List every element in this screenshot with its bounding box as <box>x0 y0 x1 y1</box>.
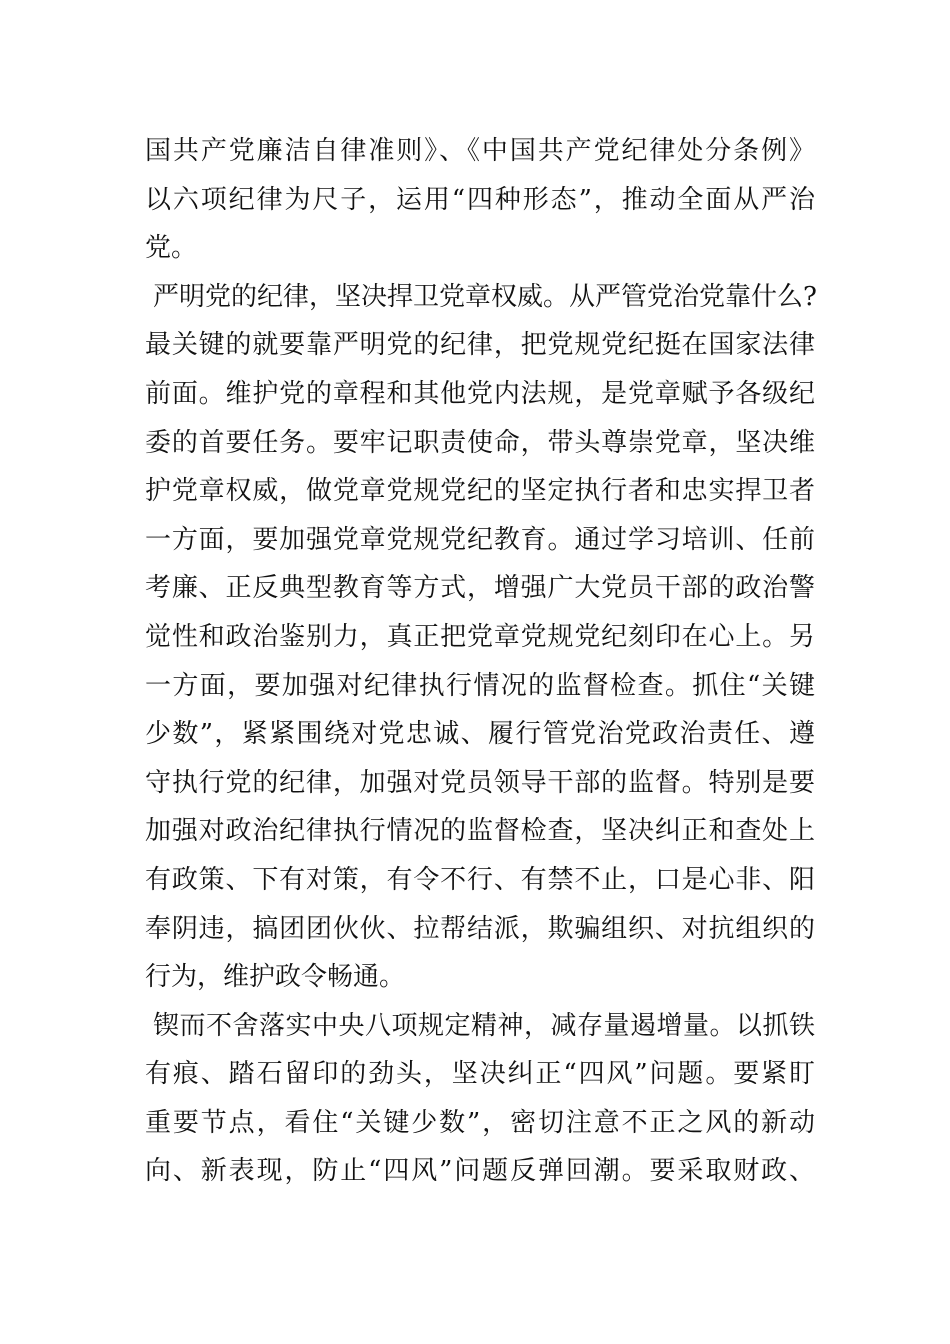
text-line: 考廉、正反典型教育等方式，增强广大党员干部的政治警 <box>145 573 815 604</box>
text-line: 重要节点，看住“关键少数”，密切注意不正之风的新动 <box>145 1107 815 1138</box>
paragraph-start-line: 严明党的纪律，坚决捍卫党章权威。从严管党治党靠什么? <box>153 281 817 312</box>
text-line: 护党章权威，做党章党规党纪的坚定执行者和忠实捍卫者 <box>145 476 815 507</box>
text-line: 奉阴违，搞团团伙伙、拉帮结派，欺骗组织、对抗组织的 <box>145 913 815 944</box>
text-line: 加强对政治纪律执行情况的监督检查，坚决纠正和查处上 <box>145 816 815 847</box>
document-body <box>145 127 815 1196</box>
text-line: 党。 <box>145 233 198 264</box>
text-line: 行为，维护政令畅通。 <box>145 962 406 993</box>
text-line: 一方面，要加强对纪律执行情况的监督检查。抓住“关键 <box>145 670 815 701</box>
text-line: 前面。维护党的章程和其他党内法规，是党章赋予各级纪 <box>145 378 815 409</box>
paragraph-start-line: 锲而不舍落实中央八项规定精神，减存量遏增量。以抓铁 <box>153 1010 815 1041</box>
text-line: 守执行党的纪律，加强对党员领导干部的监督。特别是要 <box>145 767 815 798</box>
text-line: 最关键的就要靠严明党的纪律，把党规党纪挺在国家法律 <box>145 330 815 361</box>
text-line: 向、新表现，防止“四风”问题反弹回潮。要采取财政、 <box>145 1156 815 1187</box>
text-line: 以六项纪律为尺子，运用“四种形态”，推动全面从严治 <box>145 184 815 215</box>
text-line: 委的首要任务。要牢记职责使命，带头尊崇党章，坚决维 <box>145 427 815 458</box>
text-line: 有政策、下有对策，有令不行、有禁不止，口是心非、阳 <box>145 864 815 895</box>
text-line: 少数”，紧紧围绕对党忠诚、履行管党治党政治责任、遵 <box>145 719 815 750</box>
text-line: 觉性和政治鉴别力，真正把党章党规党纪刻印在心上。另 <box>145 621 815 652</box>
text-line: 国共产党廉洁自律准则》、《中国共产党纪律处分条例》 <box>145 136 815 166</box>
text-line: 有痕、踏石留印的劲头，坚决纠正“四风”问题。要紧盯 <box>145 1059 815 1090</box>
text-line: 一方面，要加强党章党规党纪教育。通过学习培训、任前 <box>145 524 815 555</box>
